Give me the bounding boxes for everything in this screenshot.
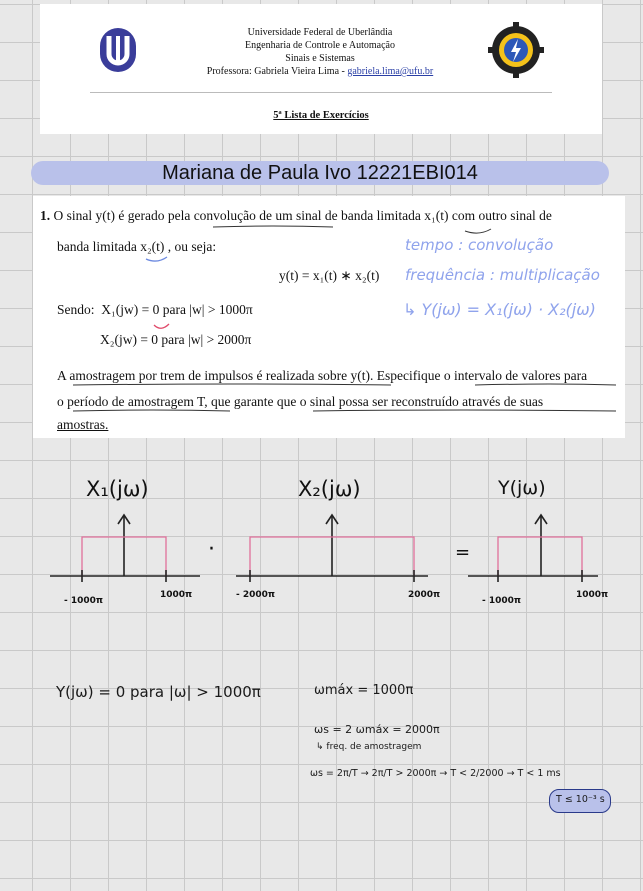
- graph-x2-right-label: 2000π: [408, 590, 441, 600]
- question-line-2: banda limitada x₂(t) , ou seja:: [57, 239, 217, 254]
- graph-y-rect: [498, 537, 582, 576]
- ufu-logo: [92, 24, 144, 76]
- header-divider: [90, 92, 552, 93]
- answer-text: T ≤ 10⁻³ s: [556, 794, 605, 805]
- student-name-bar: Mariana de Paula Ivo 12221EBI014: [31, 161, 609, 185]
- note-product-result: ↳ Y(jω) = X₁(jω) · X₂(jω): [403, 300, 596, 319]
- graph-x1-right-label: 1000π: [160, 590, 193, 600]
- question-paragraph-2: o período de amostragem T, que garante que o sinal possa ser reconstruído através de suas: [57, 394, 544, 409]
- note-calculation: ωs = 2π/T → 2π/T > 2000π → T < 2/2000 → T < 1 ms: [310, 768, 561, 779]
- spectrum-graphs: [0, 460, 643, 630]
- graph-x1-title: X₁(jω): [86, 477, 149, 501]
- condition-2: X₂(jw) = 0 para |w| > 2000π: [100, 332, 252, 347]
- multiply-dot: ·: [208, 537, 215, 562]
- header-text: [170, 26, 470, 78]
- graph-y: [468, 477, 608, 606]
- note-ws-label: ↳ freq. de amostragem: [316, 742, 422, 752]
- professor-line: [170, 65, 470, 78]
- equation: y(t) = x₁(t) ∗ x₂(t): [279, 268, 380, 283]
- subject-name: Sinais e Sistemas: [285, 53, 355, 64]
- graph-y-right-label: 1000π: [576, 590, 609, 600]
- condition-1: X₁(jw) = 0 para |w| > 1000π: [101, 302, 253, 317]
- graph-x1-left-label: - 1000π: [64, 596, 104, 606]
- graph-x2: [236, 477, 440, 600]
- university-name: Universidade Federal de Uberlândia: [247, 27, 393, 38]
- given-label: Sendo:: [57, 302, 95, 317]
- graph-x2-left-label: - 2000π: [236, 590, 276, 600]
- note-time-domain: tempo : convolução: [405, 236, 554, 254]
- question-paragraph-3: amostras.: [57, 417, 109, 432]
- question-number: 1.: [40, 208, 51, 223]
- course-name: Engenharia de Controle e Automação: [245, 40, 395, 51]
- note-y-zero: Y(jω) = 0 para |ω| > 1000π: [56, 683, 261, 701]
- question-text-1: O sinal y(t) é gerado pela convolução de um sinal de banda limitada x₁(t) com outro sinal de: [53, 208, 552, 223]
- note-frequency-domain: frequência : multiplicação: [405, 266, 600, 284]
- list-title: 5ª Lista de Exercícios: [273, 110, 369, 121]
- professor-email-link[interactable]: gabriela.lima@ufu.br: [347, 66, 434, 77]
- graph-x2-title: X₂(jω): [298, 477, 361, 501]
- question-paragraph-1: A amostragem por trem de impulsos é realizada sobre y(t). Especifique o intervalo de valores para: [57, 368, 588, 383]
- professor-label: Professora: Gabriela Vieira Lima -: [206, 66, 348, 77]
- note-wmax: ωmáx = 1000π: [314, 683, 414, 698]
- note-ws: ωs = 2 ωmáx = 2000π: [314, 723, 440, 736]
- graph-x1: [50, 477, 200, 606]
- question-panel: [33, 196, 625, 438]
- feelt-gear-logo: [488, 22, 544, 78]
- graph-y-left-label: - 1000π: [482, 596, 522, 606]
- document-header: [40, 4, 602, 134]
- answer-highlight: [549, 789, 611, 813]
- equals-sign: =: [455, 542, 471, 563]
- graph-y-title: Y(jω): [498, 477, 546, 499]
